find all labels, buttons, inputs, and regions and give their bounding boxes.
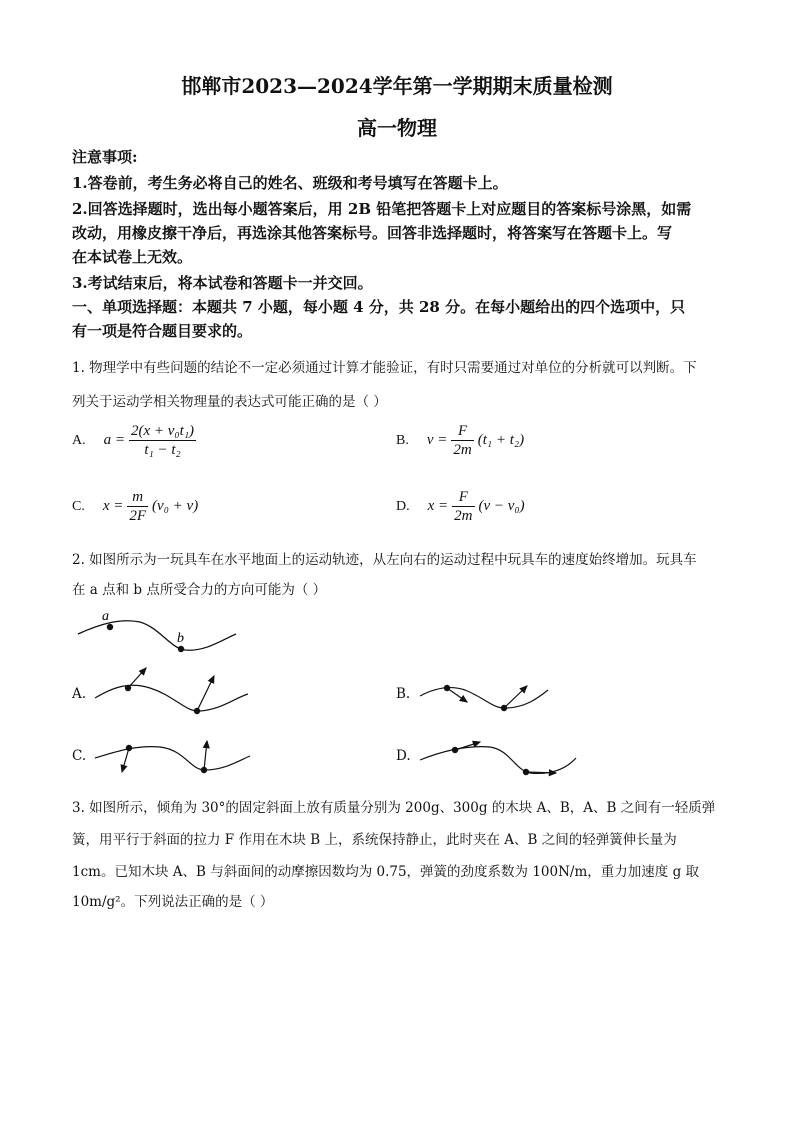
q2-stem-line-1: 2. 如图所示为一玩具车在水平地面上的运动轨迹，从左向右的运动过程中玩具车的速度始终增加。玩具车 [72, 552, 697, 568]
page-title: 邯郸市2023—2024学年第一学期期末质量检测 [181, 74, 613, 98]
notice-item-2-line-2: 改动，用橡皮擦干净后，再选涂其他答案标号。回答非选择题时，将答案写在答题卡上。写 [72, 224, 673, 242]
numerator: F [451, 422, 473, 441]
q2-option-b-figure[interactable] [420, 685, 548, 711]
point-b-label: b [177, 631, 184, 646]
option-label: D. [396, 498, 410, 514]
formula-tail: (v₀ + v) [152, 498, 199, 514]
notice-item-2-line-1: 2.回答选择题时，选出每小题答案后，用 2B 铅笔把答题卡上对应题目的答案标号涂黑，如需 [72, 200, 692, 218]
numerator: F [452, 488, 474, 507]
q2-option-d-label: D. [396, 748, 411, 764]
formula-lhs: a = [103, 432, 125, 448]
notice-item-1: 1.答卷前，考生务必将自己的姓名、班级和考号填写在答题卡上。 [72, 174, 508, 192]
formula-lhs: x = [102, 498, 124, 514]
q2-option-a-label: A. [72, 686, 87, 702]
denominator: 2m [454, 508, 473, 524]
notice-heading: 注意事项: [72, 148, 138, 166]
q3-stem-line-3: 1cm。已知木块 A、B 与斜面间的动摩擦因数均为 0.75，弹簧的劲度系数为 100N/m，重力加速度 g 取 [72, 864, 699, 880]
formula-tail: (t₁ + t₂) [477, 432, 525, 448]
q3-stem-line-4: 10m/g²。下列说法正确的是（ ） [72, 894, 274, 910]
notice-item-2-line-3: 在本试卷上无效。 [72, 248, 193, 266]
section-1-line-2: 有一项是符合题目要求的。 [72, 322, 253, 340]
option-label: A. [72, 432, 86, 448]
denominator: 2F [129, 508, 147, 524]
option-label: B. [396, 432, 409, 448]
q1-stem-line-2: 列关于运动学相关物理量的表达式可能正确的是（ ） [72, 394, 387, 410]
q2-option-c-figure[interactable] [95, 741, 250, 773]
numerator: m [127, 488, 148, 507]
option-label: C. [72, 498, 85, 514]
q2-option-a-figure[interactable] [95, 668, 248, 714]
q1-stem-line-1: 1. 物理学中有些问题的结论不一定必须通过计算才能验证，有时只需要通过对单位的分析就可以判断。下 [72, 360, 697, 376]
q2-option-c-label: C. [72, 748, 87, 764]
q3-stem-line-1: 3. 如图所示，倾角为 30°的固定斜面上放有质量分别为 200g、300g 的木块 A、B，A、B 之间有一轻质弹 [72, 800, 716, 816]
q2-option-b-label: B. [396, 686, 411, 702]
denominator: 2m [453, 442, 472, 458]
q2-option-d-figure[interactable] [420, 742, 576, 775]
formula-lhs: v = [426, 432, 448, 448]
q2-stem-line-2: 在 a 点和 b 点所受合力的方向可能为（ ） [72, 582, 327, 598]
page-subtitle: 高一物理 [357, 116, 437, 140]
denominator: t₁ − t₂ [144, 442, 181, 458]
point-a-label: a [102, 609, 109, 624]
q3-stem-line-2: 簧，用平行于斜面的拉力 F 作用在木块 B 上，系统保持静止，此时夹在 A、B 之间的轻弹簧伸长量为 [72, 832, 677, 848]
numerator: 2(x + v₀t₁) [131, 423, 195, 439]
notice-item-3: 3.考试结束后，将本试卷和答题卡一并交回。 [72, 274, 373, 292]
formula-tail: (v − v₀) [478, 498, 525, 514]
section-1-line-1: 一、单项选择题：本题共 7 小题，每小题 4 分，共 28 分。在每小题给出的四个选项中，只 [72, 298, 686, 316]
formula-lhs: x = [427, 498, 449, 514]
